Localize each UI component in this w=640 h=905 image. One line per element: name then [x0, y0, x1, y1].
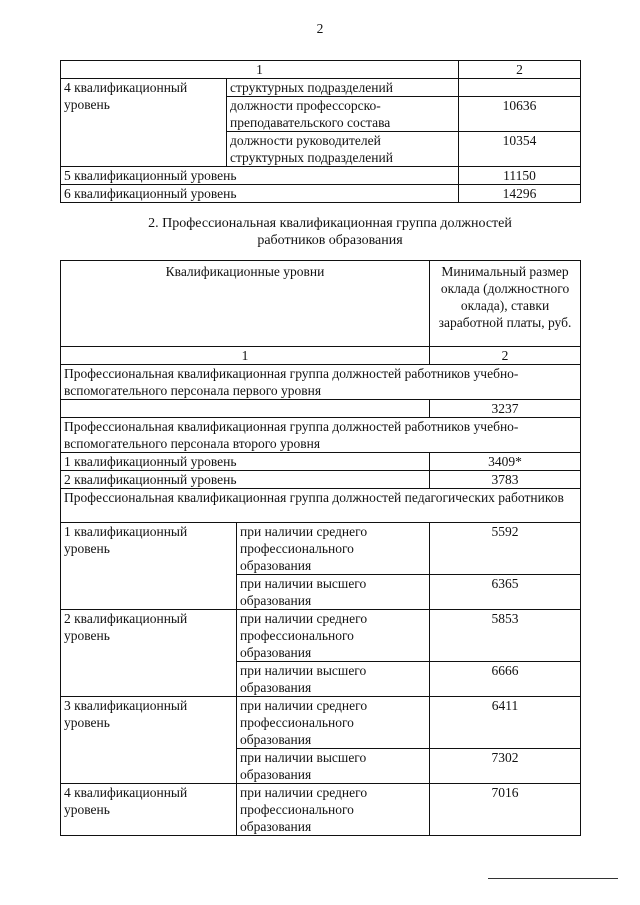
- table-row: [61, 453, 581, 471]
- salary-value: 10354: [459, 132, 581, 167]
- table-header-row: [61, 61, 581, 79]
- table-row: [61, 697, 581, 749]
- level-4-label: 4 квалификационный уровень: [61, 79, 227, 167]
- ped-level-label: 4 квалификационный уровень: [61, 784, 237, 836]
- ped-level-label: 2 квалификационный уровень: [61, 610, 237, 697]
- salary-value: 6411: [430, 697, 581, 749]
- level-label: 1 квалификационный уровень: [61, 453, 430, 471]
- position-continuation: структурных подразделений: [227, 79, 459, 97]
- education-condition: при наличии высшего образования: [237, 662, 430, 697]
- salary-value: 5853: [430, 610, 581, 662]
- education-condition: при наличии среднего профессионального образования: [237, 784, 430, 836]
- level-6-label: 6 квалификационный уровень: [61, 185, 459, 203]
- education-salary-table: [60, 260, 581, 836]
- salary-value: 10636: [459, 97, 581, 132]
- empty-value-cell: [459, 79, 581, 97]
- education-condition: при наличии среднего профессионального образования: [237, 610, 430, 662]
- level-5-label: 5 квалификационный уровень: [61, 167, 459, 185]
- column-number-2: 2: [459, 61, 581, 79]
- salary-table-continued: [60, 60, 581, 203]
- header-minimum-salary: Минимальный размер оклада (должностного оклада), ставки заработной платы, руб.: [430, 261, 581, 347]
- group-title-row: [61, 418, 581, 453]
- table-row: [61, 167, 581, 185]
- position-teaching-staff: должности профессорско-преподавательского состава: [227, 97, 459, 132]
- table-row: [61, 610, 581, 662]
- salary-value: 5592: [430, 523, 581, 575]
- ped-level-label: 1 квалификационный уровень: [61, 523, 237, 610]
- salary-value: 3783: [430, 471, 581, 489]
- table-row: [61, 471, 581, 489]
- education-condition: при наличии высшего образования: [237, 575, 430, 610]
- group-title-row: [61, 489, 581, 523]
- column-numbers-row: [61, 347, 581, 365]
- education-condition: при наличии среднего профессионального образования: [237, 697, 430, 749]
- column-number-1: 1: [61, 61, 459, 79]
- column-number-1: 1: [61, 347, 430, 365]
- group-title: Профессиональная квалификационная группа должностей работников учебно-вспомогательного персонала первого уровня: [61, 365, 581, 400]
- section-heading-line-2: работников образования: [257, 233, 403, 248]
- salary-value: 3409*: [430, 453, 581, 471]
- salary-value: 14296: [459, 185, 581, 203]
- salary-value: 6365: [430, 575, 581, 610]
- table-header-row: [61, 261, 581, 347]
- level-label: 2 квалификационный уровень: [61, 471, 430, 489]
- table-row: [61, 185, 581, 203]
- table-row: [61, 79, 581, 97]
- table-row: [61, 523, 581, 575]
- group-title: Профессиональная квалификационная группа должностей педагогических работников: [61, 489, 581, 523]
- education-condition: при наличии высшего образования: [237, 749, 430, 784]
- column-number-2: 2: [430, 347, 581, 365]
- page-bottom-rule: [488, 878, 618, 879]
- header-qualification-levels: Квалификационные уровни: [61, 261, 430, 347]
- table-row: [61, 784, 581, 836]
- section-heading-line-1: 2. Профессиональная квалификационная группа должностей: [148, 216, 512, 231]
- group-title-row: [61, 365, 581, 400]
- table-row: [61, 400, 581, 418]
- position-unit-heads: должности руководителей структурных подразделений: [227, 132, 459, 167]
- salary-value: 6666: [430, 662, 581, 697]
- empty-level-cell: [61, 400, 430, 418]
- education-condition: при наличии среднего профессионального образования: [237, 523, 430, 575]
- salary-value: 7302: [430, 749, 581, 784]
- group-title: Профессиональная квалификационная группа должностей работников учебно-вспомогательного персонала второго уровня: [61, 418, 581, 453]
- ped-level-label: 3 квалификационный уровень: [61, 697, 237, 784]
- salary-value: 7016: [430, 784, 581, 836]
- salary-value: 11150: [459, 167, 581, 185]
- salary-value: 3237: [430, 400, 581, 418]
- page-number: 2: [316, 21, 324, 36]
